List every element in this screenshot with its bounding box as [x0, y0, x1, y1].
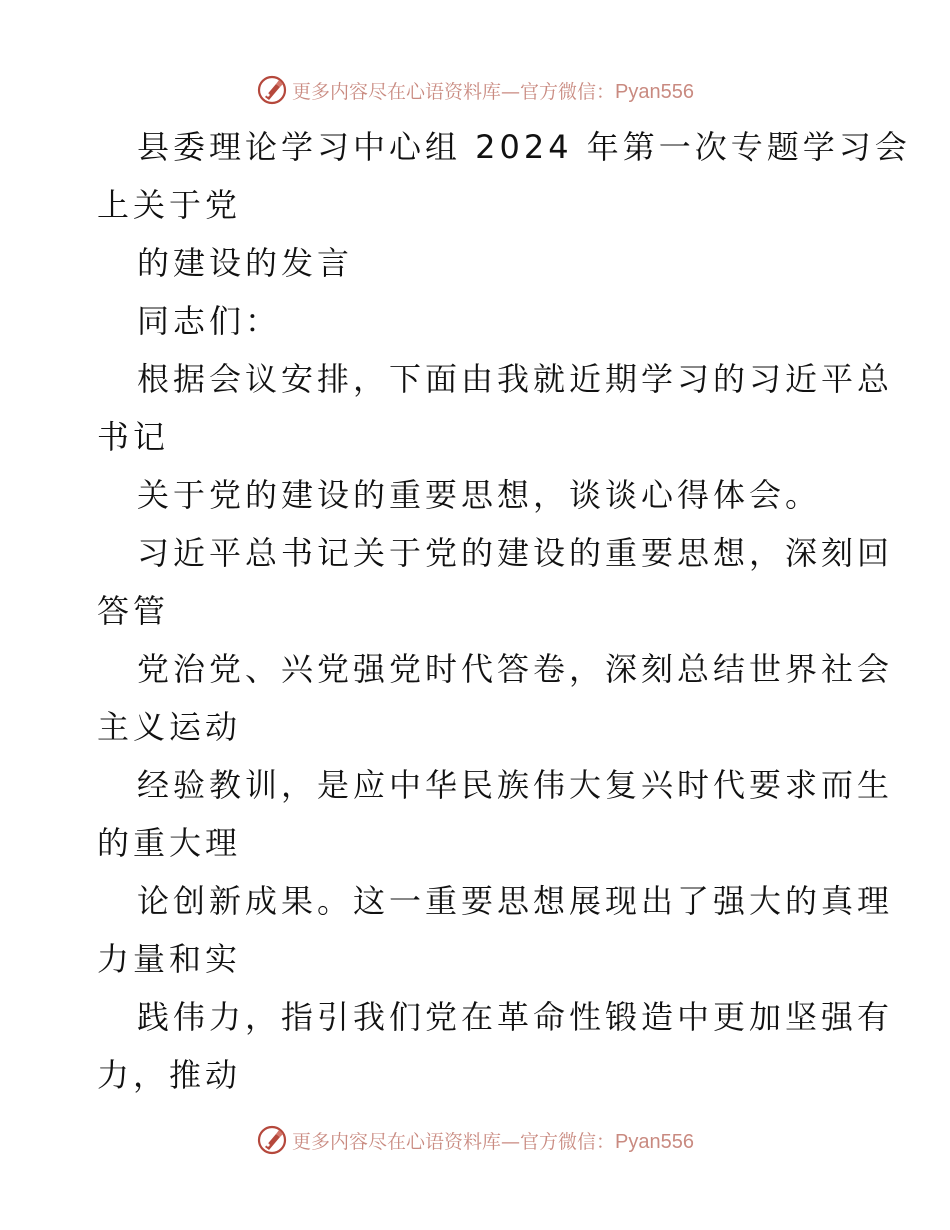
- text-line: 答管: [97, 592, 170, 630]
- text-line: 论创新成果。这一重要思想展现出了强大的真理: [137, 882, 894, 920]
- text-line: 同志们：: [137, 302, 282, 340]
- text-line: 习近平总书记关于党的建设的重要思想，深刻回: [137, 534, 894, 572]
- text-line: 党治党、兴党强党时代答卷，深刻总结世界社会: [137, 650, 894, 688]
- watermark-text: 更多内容尽在心语资料库—官方微信：: [292, 1130, 616, 1153]
- text-line: 县委理论学习中心组 2024 年第一次专题学习会: [137, 128, 911, 166]
- document-body: [97, 118, 911, 1104]
- watermark-wechat-id: Pyan556: [615, 80, 694, 103]
- pen-nib-circle-icon: [256, 74, 288, 106]
- text-line: 书记: [97, 418, 170, 456]
- text-line: 力量和实: [97, 940, 242, 978]
- text-line: 的重大理: [97, 824, 242, 862]
- text-line: 的建设的发言: [137, 244, 354, 282]
- header-watermark: [0, 70, 950, 110]
- text-line: 主义运动: [97, 708, 242, 746]
- watermark-text: 更多内容尽在心语资料库—官方微信：: [292, 80, 616, 103]
- text-line: 根据会议安排，下面由我就近期学习的习近平总: [137, 360, 894, 398]
- pen-nib-circle-icon: [256, 1124, 288, 1156]
- footer-watermark: [0, 1120, 950, 1160]
- watermark-wechat-id: Pyan556: [615, 1130, 694, 1153]
- text-line: 上关于党: [97, 186, 242, 224]
- text-line: 经验教训，是应中华民族伟大复兴时代要求而生: [137, 766, 894, 804]
- text-line: 关于党的建设的重要思想，谈谈心得体会。: [137, 476, 822, 514]
- text-line: 践伟力，指引我们党在革命性锻造中更加坚强有: [137, 998, 894, 1036]
- text-line: 力，推动: [97, 1056, 242, 1094]
